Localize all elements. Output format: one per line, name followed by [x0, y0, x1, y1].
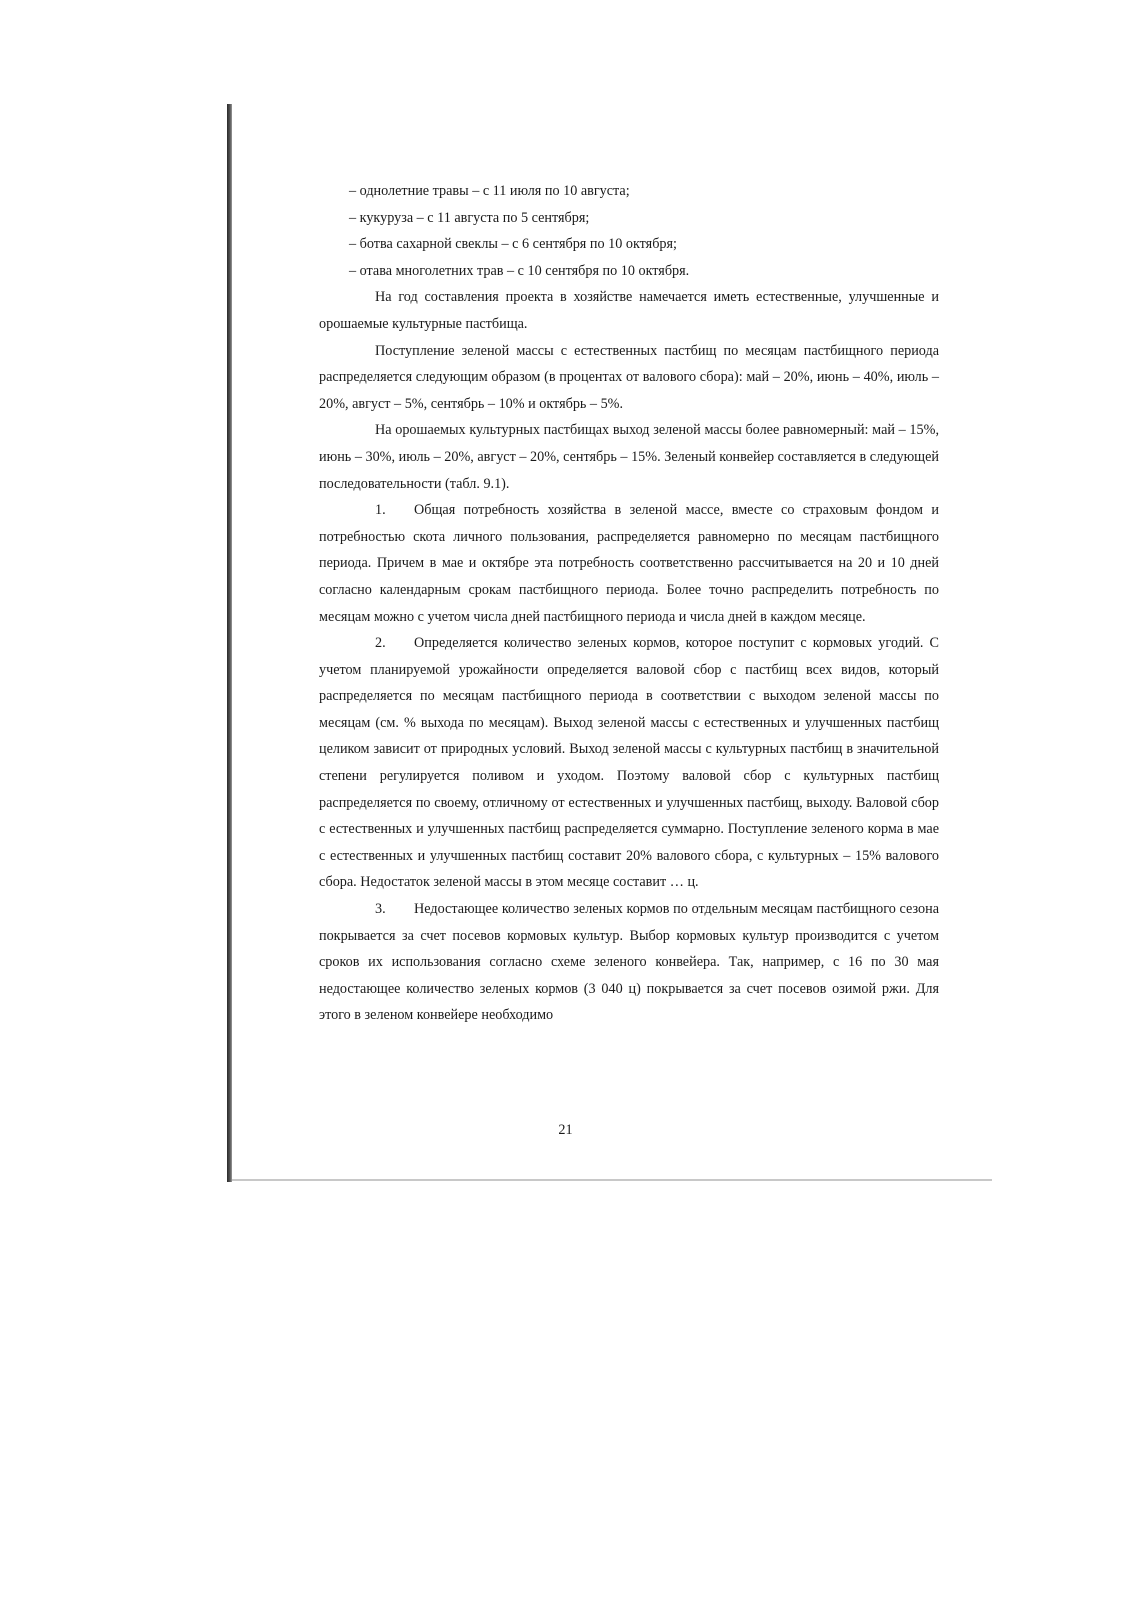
paragraph-step-3: 3. Недостающее количество зеленых кормов по отдельным месяцам пастбищного сезона покрывается за счет посевов кормовых культур. Выбор кормовых культур производится с учетом сроков их использования согласно схеме зеленого конвейера. Так, например, с 16 по 30 мая недостающее количество зеленых кормов (3 040 ц) покрывается за счет посевов озимой ржи. Для этого в зеленом конвейере необходимо	[319, 901, 939, 1024]
list-item-beet-tops: – ботва сахарной свеклы – с 6 сентября по 10 октября;	[349, 236, 677, 253]
list-item-aftermath: – отава многолетних трав – с 10 сентября по 10 октября.	[349, 262, 690, 279]
paragraph-irrigated-pastures: На орошаемых культурных пастбищах выход зеленой массы более равномерный: май – 15%, июнь – 30%, июль – 20%, август – 20%, сентябрь – 15%. Зеленый конвейер составляется в следующей последовательности (табл. 9.1).	[319, 422, 939, 492]
paragraph-step-2: 2. Определяется количество зеленых кормов, которое поступит с кормовых угодий. С учетом планируемой урожайности определяется валовой сбор с пастбищ всех видов, который распределяется по месяцам пастбищного периода в соответствии с выходом зеленой массы по месяцам (см. % выхода по месяцам). Выход зеленой массы с естественных и улучшенных пастбищ целиком зависит от природных условий. Выход зеленой массы с культурных пастбищ в значительной степени регулируется поливом и уходом. Поэтому валовой сбор с культурных пастбищ распределяется по своему, отличному от естественных и улучшенных пастбищ, выходу. Валовой сбор с естественных и улучшенных пастбищ распределяется суммарно. Поступление зеленого корма в мае с естественных и улучшенных пастбищ составит 20% валового сбора, с культурных – 15% валового сбора. Недостаток зеленой массы в этом месяце составит … ц.	[319, 635, 939, 891]
list-item-corn: – кукуруза – с 11 августа по 5 сентября;	[349, 209, 590, 226]
document-body	[319, 178, 939, 1029]
page-binding-edge	[227, 104, 232, 1182]
paragraph-step-1: 1. Общая потребность хозяйства в зеленой массе, вместе со страховым фондом и потребностью скота личного пользования, распределяется равномерно по месяцам пастбищного периода. Причем в мае и октябре эта потребность соответственно рассчитывается на 20 и 10 дней согласно календарным срокам пастбищного периода. Более точно распределить потребность по месяцам можно с учетом числа дней пастбищного периода и числа дней в каждом месяце.	[319, 502, 939, 625]
paragraph-natural-pastures: Поступление зеленой массы с естественных пастбищ по месяцам пастбищного периода распределяется следующим образом (в процентах от валового сбора): май – 20%, июнь – 40%, июль – 20%, август – 5%, сентябрь – 10% и октябрь – 5%.	[319, 342, 939, 412]
page-bottom-edge	[232, 1179, 992, 1181]
list-item-annual-grasses: – однолетние травы – с 11 июля по 10 августа;	[349, 183, 630, 199]
paragraph-pasture-types: На год составления проекта в хозяйстве намечается иметь естественные, улучшенные и орошаемые культурные пастбища.	[319, 289, 939, 332]
page-number: 21	[558, 1122, 573, 1138]
